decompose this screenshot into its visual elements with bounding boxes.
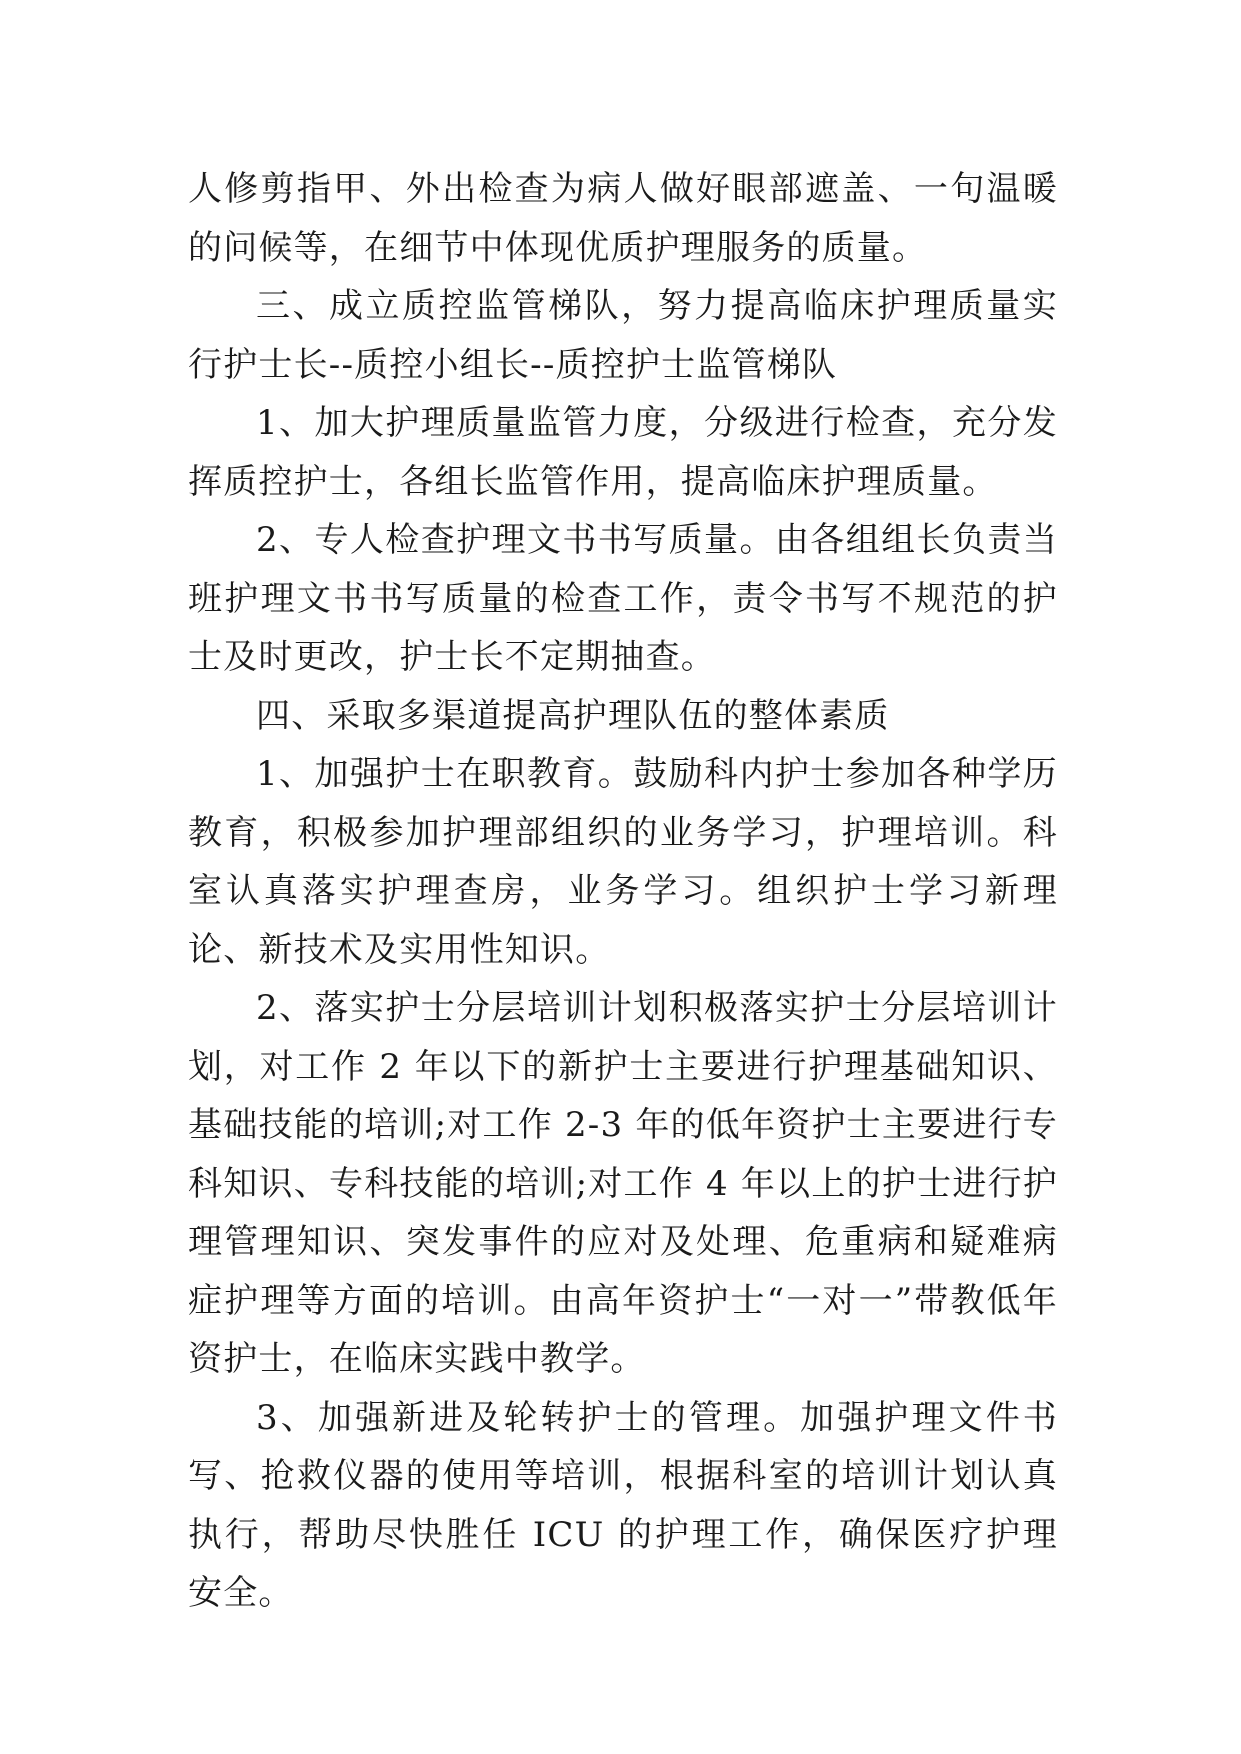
section-heading-3: 三、成立质控监管梯队，努力提高临床护理质量实行护士长--质控小组长--质控护士监管梯队 — [188, 286, 1058, 385]
paragraph-4-2: 2、落实护士分层培训计划积极落实护士分层培训计划，对工作 2 年以下的新护士主要进行护理基础知识、基础技能的培训;对工作 2-3 年的低年资护士主要进行专科知识、专科技能的培训;对工作 4 年以上的护士进行护理管理知识、突发事件的应对及处理、危重病和疑难病症护理等方面的培训。由高年资护士“一对一”带教低年资护士，在临床实践中教学。 — [188, 988, 1058, 1379]
paragraph-4-1: 1、加强护士在职教育。鼓励科内护士参加各种学历教育，积极参加护理部组织的业务学习，护理培训。科室认真落实护理查房，业务学习。组织护士学习新理论、新技术及实用性知识。 — [188, 754, 1058, 970]
paragraph-3-2: 2、专人检查护理文书书写质量。由各组组长负责当班护理文书书写质量的检查工作，责令书写不规范的护士及时更改，护士长不定期抽查。 — [188, 520, 1058, 677]
paragraph-continuation: 人修剪指甲、外出检查为病人做好眼部遮盖、一句温暖的问候等，在细节中体现优质护理服务的质量。 — [188, 169, 1058, 268]
paragraph-4-3: 3、加强新进及轮转护士的管理。加强护理文件书写、抢救仪器的使用等培训，根据科室的培训计划认真执行，帮助尽快胜任 ICU 的护理工作，确保医疗护理安全。 — [188, 1397, 1058, 1613]
document-page — [188, 160, 1058, 1623]
section-heading-4: 四、采取多渠道提高护理队伍的整体素质 — [256, 695, 890, 736]
paragraph-3-1: 1、加大护理质量监管力度，分级进行检查，充分发挥质控护士，各组长监管作用，提高临床护理质量。 — [188, 403, 1058, 502]
